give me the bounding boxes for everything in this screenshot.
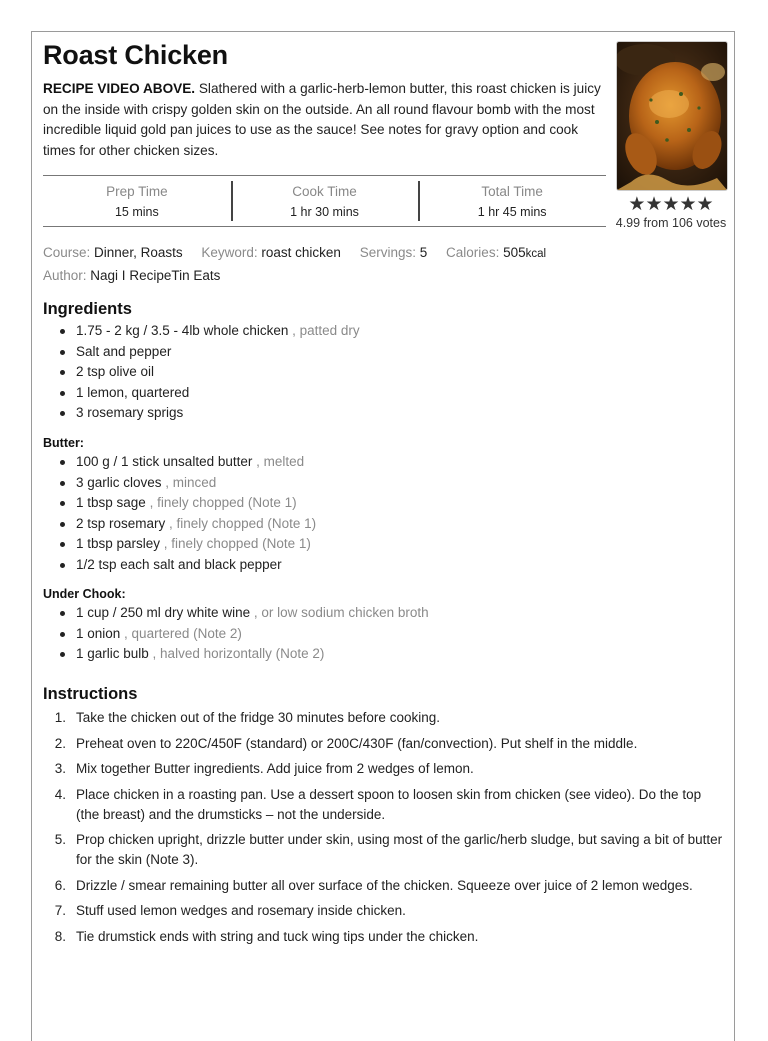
roast-chicken-image [617,42,727,190]
meta-row-2 [43,265,546,287]
ingredient-item [43,473,316,494]
instruction-step [43,927,725,947]
step-number: 7. [54,903,66,918]
ingredient-text: 1 garlic bulb [76,646,149,661]
ingredient-text: 1 onion [76,625,121,641]
ingredient-text: 1.75 - 2 kg / 3.5 - 4lb whole chicken [76,323,289,338]
author-label: Author: [43,268,87,283]
step-number: 8. [54,928,66,944]
prep-time-label: Prep Time [106,184,168,199]
under-chook-heading: Under Chook: [43,587,126,601]
prep-time [43,176,231,226]
total-time-value: 1 hr 45 mins [477,205,547,219]
instruction-step [43,759,725,779]
ingredients-butter-list [43,452,316,575]
ingredient-item [43,493,316,514]
ingredient-item [43,644,429,665]
ingredient-note: , finely chopped (Note 1) [145,495,297,510]
instruction-step [43,785,725,825]
author-value: Nagi I RecipeTin Eats [90,268,221,283]
recipe-rating [609,194,733,230]
instruction-step [43,708,725,728]
ingredient-note: , halved horizontally (Note 2) [148,646,325,661]
instruction-step [43,830,725,870]
keyword-label: Keyword: [201,245,258,260]
ingredient-text: 1 lemon, quartered [76,384,190,400]
ingredient-text: 100 g / 1 stick unsalted butter [76,454,253,469]
ingredients-under-list [43,603,429,665]
cook-time-value: 1 hr 30 mins [290,205,359,219]
ingredient-text: 1/2 tsp each salt and black pepper [76,556,282,572]
ingredient-item [43,321,360,342]
course-value: Dinner, Roasts [94,245,183,260]
total-time-label: Total Time [481,184,543,199]
ingredient-item [43,403,360,424]
total-time [418,176,606,226]
summary-text: Slathered with a garlic-herb-lemon butter, this roast chicken is juicy on the inside with crispy golden skin on the outside. An all round flavour bomb with the most incredible liquid gold pan juices to use as the sauce! See notes for gravy option and cook times for other chicken sizes. [43,81,601,158]
recipe-card [31,31,735,1041]
servings-label: Servings: [359,245,416,260]
recipe-photo[interactable] [616,41,728,191]
ingredient-note: , minced [161,474,217,490]
ingredient-item [43,452,316,473]
ingredient-text: 2 tsp olive oil [76,364,155,379]
ingredient-item [43,362,360,383]
ingredient-item [43,603,429,624]
instruction-step [43,876,725,896]
ingredient-text: Salt and pepper [76,343,172,359]
step-number: 3. [54,761,66,776]
star-rating-icon[interactable]: ★★★★★ [628,194,714,215]
ingredient-item [43,342,360,363]
step-text: Stuff used lemon wedges and rosemary inside chicken. [76,903,406,918]
ingredient-note: , patted dry [288,323,360,338]
ingredient-note: , or low sodium chicken broth [250,605,429,620]
step-number: 2. [54,735,66,751]
step-text: Drizzle / smear remaining butter all over surface of the chicken. Squeeze over juice of 2 lemon wedges. [76,877,693,893]
recipe-times [43,175,606,227]
ingredient-text: 2 tsp rosemary [76,515,166,531]
servings-value[interactable]: 5 [419,245,428,260]
keyword-value: roast chicken [261,245,341,260]
ingredients-heading: Ingredients [43,300,132,318]
instruction-step [43,734,725,754]
ingredient-text: 1 tbsp parsley [76,536,161,551]
ingredient-note: , melted [252,454,305,469]
meta-row-1 [43,242,546,265]
cook-time [231,176,419,226]
prep-time-value: 15 mins [114,205,159,219]
step-text: Place chicken in a roasting pan. Use a dessert spoon to loosen skin from chicken (see video). Do the top (the breast) and the drumsticks – not the underside. [76,786,702,822]
step-text: Mix together Butter ingredients. Add juice from 2 wedges of lemon. [76,761,474,776]
recipe-summary [43,79,609,161]
ingredient-text: 1 cup / 250 ml dry white wine [76,605,251,620]
ingredient-item [43,555,316,576]
step-number: 5. [54,832,66,847]
rating-votes: 4.99 from 106 votes [615,216,727,230]
instruction-step [43,901,725,921]
ingredient-item [43,624,429,645]
step-text: Preheat oven to 220C/450F (standard) or 200C/430F (fan/convection). Put shelf in the middle. [76,735,638,751]
butter-heading: Butter: [43,436,84,450]
cook-time-label: Cook Time [292,184,357,199]
step-text: Prop chicken upright, drizzle butter under skin, using most of the garlic/herb sludge, but saving a bit of butter for the skin (Note 3). [76,832,723,867]
ingredient-note: , quartered (Note 2) [120,625,242,641]
calories-label: Calories: [446,245,500,260]
calories-unit: kcal [525,248,547,260]
instructions-heading: Instructions [43,685,138,703]
ingredient-note: , finely chopped (Note 1) [165,515,317,531]
ingredient-text: 3 garlic cloves [76,474,162,490]
ingredient-item [43,383,360,404]
step-number: 4. [54,786,66,802]
step-text: Tie drumstick ends with string and tuck wing tips under the chicken. [76,928,479,944]
ingredient-item [43,534,316,555]
summary-lead: RECIPE VIDEO ABOVE. [43,81,196,96]
calories-value: 505 [503,245,526,260]
recipe-title: Roast Chicken [43,40,228,70]
ingredients-main-list [43,321,360,424]
step-text: Take the chicken out of the fridge 30 minutes before cooking. [76,710,440,725]
instructions-list [43,708,725,952]
step-number: 1. [54,710,66,725]
step-number: 6. [54,877,66,893]
ingredient-item [43,514,316,535]
ingredient-text: 1 tbsp sage [76,495,146,510]
recipe-meta [43,242,546,287]
ingredient-note: , finely chopped (Note 1) [160,536,311,551]
course-label: Course: [43,245,91,260]
ingredient-text: 3 rosemary sprigs [76,405,184,420]
